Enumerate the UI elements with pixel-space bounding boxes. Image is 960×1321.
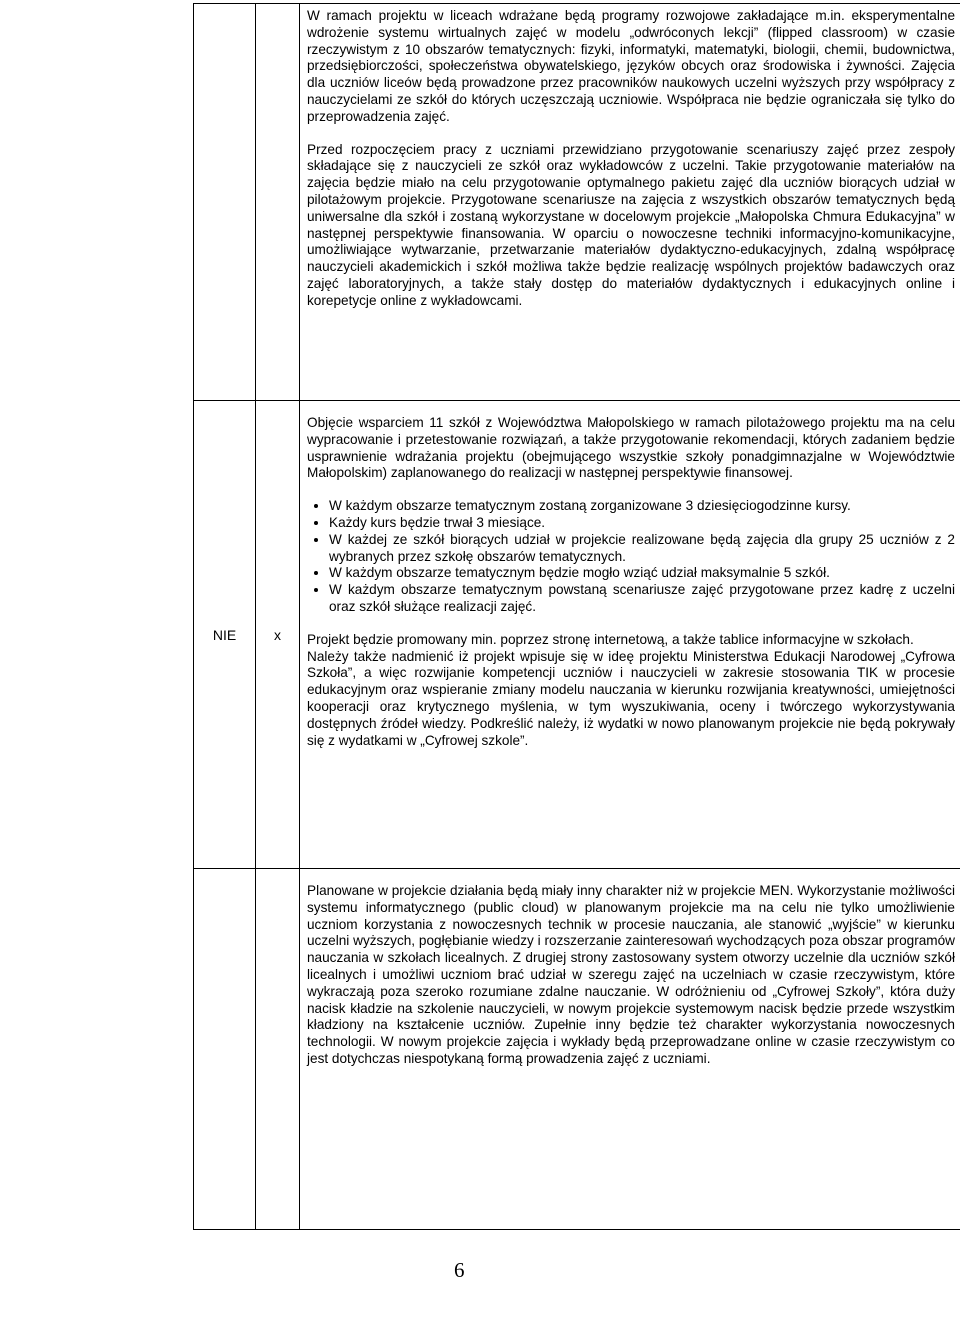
table-cell-description bbox=[300, 4, 960, 401]
table-cell-mark bbox=[256, 869, 300, 1230]
project-table bbox=[193, 3, 960, 1230]
table-cell-description bbox=[300, 869, 960, 1230]
paragraph: Należy także nadmienić iż projekt wpisuje się w ideę projektu Ministerstwa Edukacji Narodowej „Cyfrowa Szkoła”, a więc rozwijanie kompetencji uczniów i nauczycieli w zakresie stosowania TIK w procesie edukacyjnym oraz wspieranie zmiany modelu nauczania w kierunku rozwijania kreatywności, umiejętności kooperacji oraz krytycznego myślenia, w tym wyszukiwania, oceny i twórczego wykorzystywania dostępnych źródeł wiedzy. Podkreślić należy, iż wydatki w nowo planowanym projekcie nie będą pokrywały się z wydatkami w „Cyfrowej szkole”. bbox=[307, 648, 955, 748]
paragraph: Projekt będzie promowany min. poprzez stronę internetową, a także tablice informacyjne w szkołach. bbox=[307, 631, 914, 647]
table-row bbox=[194, 869, 960, 1230]
paragraph: Objęcie wsparciem 11 szkół z Województwa Małopolskiego w ramach pilotażowego projektu ma na celu wypracowanie i przetestowanie rozwiązań, a także przygotowanie rekomendacji, których zadaniem będzie usprawnienie wdrażania projektu (obejmującego wszystkie szkoły ponadgimnazjalne w Województwie Małopolskim) zaplanowanego do realizacji w następnej perspektywie finansowej. bbox=[307, 415, 955, 481]
paragraph: Przed rozpoczęciem pracy z uczniami przewidziano przygotowanie scenariuszy zajęć przez zespoły składające się z nauczycieli ze szkół oraz wykładowców z uczelni. Takie przygotowanie materiałów na zajęcia będzie miało na celu przygotowanie optymalnego pakietu zajęć dla uczniów biorących udział w pilotażowym projekcie. Przygotowane scenariusze na zajęcia z wszystkich obszarów tematycznych będą uniwersalne dla szkół i zostaną wykorzystane w docelowym projekcie „Małopolska Chmura Edukacyjna” w następnej perspektywie finansowania. W oparciu o nowoczesne techniki informacyjno-komunikacyjne, umożliwiające wytwarzanie, przetwarzanie materiałów dydaktyczno-edukacyjnych, zdalną współpracę nauczycieli akademickich i szkół możliwa także będzie realizację wspólnych projektów badawczych oraz zajęć laboratoryjnych, a także stały dostęp do materiałów dydaktycznych i edukacyjnych online i korepetycje online z wykładowcami. bbox=[307, 141, 955, 308]
paragraph: Planowane w projekcie działania będą miały inny charakter niż w projekcie MEN. Wykorzystanie możliwości systemu informatycznego (public cloud) w planowanym projekcie ma na celu nie tylko umożliwienie uczniom korzystania z nowoczesnych technik w procesie nauczania, ale stanowić „wyjście” w kierunku uczelni wyższych, pogłębianie wiedzy i rozszerzanie zainteresowań wychodzących poza obszar programów nauczania w szkołach licealnych. Z drugiej strony zastosowany system otworzy uczelnie dla uczniów szkół licealnych i umożliwi uczniom brać udział w szeregu zajęć na uczelniach w czasie rzeczywistym, które wykraczają poza szeroko rozumiane zdalne nauczanie. W odróżnieniu od „Cyfrowej Szkoły”, która duży nacisk kładzie na szkolenie nauczycieli, w nowym projekcie systemowym nacisk będzie przede wszystkim kładziony na kształcenie uczniów. Zupełnie inny będzie też charakter wykorzystania nowoczesnych technologii. W nowym projekcie zajęcia i wykłady będą przeprowadzane online w czasie rzeczywistym co jest dotychczas niespotykaną formą prowadzenia zajęć z uczniami. bbox=[307, 883, 955, 1066]
table-row bbox=[194, 401, 960, 869]
table-cell-status bbox=[194, 4, 256, 401]
list-item: • W każdym obszarze tematycznym będzie mogło wziąć udział maksymalnie 5 szkół. bbox=[329, 565, 955, 582]
table-cell-mark bbox=[256, 4, 300, 401]
mark-cell: x bbox=[256, 401, 300, 869]
table-cell-description bbox=[300, 401, 960, 869]
list-item: • Każdy kurs będzie trwał 3 miesiące. bbox=[329, 515, 955, 532]
list-item: • W każdej ze szkół biorących udział w projekcie realizowane będą zajęcia dla grupy 25 uczniów z 2 wybranych przez szkołę obszarów tematycznych. bbox=[329, 532, 955, 566]
paragraph: W ramach projektu w liceach wdrażane będą programy rozwojowe zakładające m.in. eksperymentalne wdrożenie systemu wirtualnych zajęć w modelu „odwróconych lekcji” (flipped classroom) w czasie rzeczywistym z 10 obszarów tematycznych: fizyki, informatyki, matematyki, biologii, chemii, budownictwa, przedsiębiorczości, społeczeństwa obywatelskiego, języków obcych oraz środowiska i żywności. Zajęcia dla uczniów liceów będą prowadzone przez pracowników naukowych uczelni wyższych przy współpracy z nauczycielami ze szkół do których uczęszczają uczniowie. Współpraca nie będzie ograniczała się tylko do przeprowadzenia zajęć. bbox=[307, 8, 955, 124]
status-cell: NIE bbox=[194, 401, 256, 869]
bullet-list bbox=[307, 498, 955, 616]
list-item: • W każdym obszarze tematycznym powstaną scenariusze zajęć przygotowane przez kadrę z uczelni oraz szkół służące realizacji zajęć. bbox=[329, 582, 955, 616]
table-cell-status bbox=[194, 869, 256, 1230]
page-number: 6 bbox=[454, 1258, 465, 1282]
table-row bbox=[194, 4, 960, 401]
list-item: • W każdym obszarze tematycznym zostaną zorganizowane 3 dziesięciogodzinne kursy. bbox=[329, 498, 955, 515]
